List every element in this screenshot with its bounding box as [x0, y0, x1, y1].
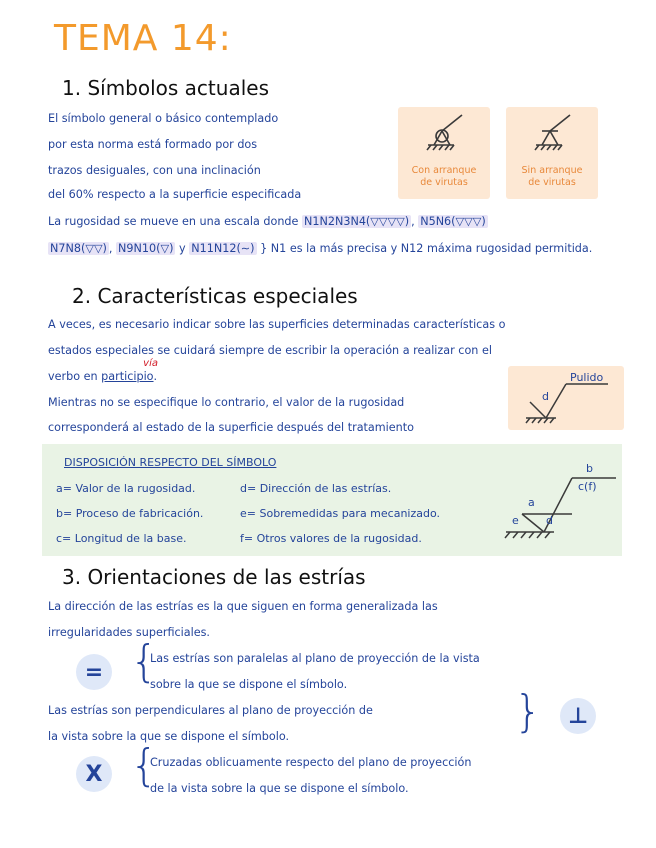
scale-joiner-2: ,	[108, 242, 117, 255]
disposition-box	[42, 444, 622, 556]
parallel-text-2: sobre la que se dispone el símbolo.	[150, 678, 348, 691]
s2-line-2: estados especiales se cuidará siempre de escribir la operación a realizar con el	[48, 344, 492, 357]
scale-joiner-1: ,	[411, 215, 419, 228]
page-title: TEMA 14:	[54, 18, 232, 59]
s3-line-1: La dirección de las estrías es la que siguen en forma generalizada las	[48, 600, 438, 613]
disposition-c: c= Longitud de la base.	[56, 532, 187, 545]
s2-line-4: Mientras no se especifique lo contrario, el valor de la rugosidad	[48, 396, 405, 409]
s1-scale-line	[48, 242, 592, 255]
scale-c: N7N8(▽▽)	[50, 242, 107, 255]
scale-d: N9N10(▽)	[118, 242, 174, 255]
diagram-label-d: d	[546, 514, 553, 527]
s2-line-3-prefix: verbo en	[48, 370, 98, 383]
s1-line-2: por esta norma está formado por dos	[48, 138, 258, 151]
disposition-d: d= Dirección de las estrías.	[240, 482, 392, 495]
participle-word	[101, 358, 158, 383]
s2-line-3-suffix: .	[153, 370, 158, 383]
pulido-symbol-icon	[508, 366, 624, 430]
s1-line-1: El símbolo general o básico contemplado	[48, 112, 279, 125]
pulido-example-box	[508, 366, 624, 430]
cross-brace: {	[130, 740, 158, 791]
parallel-text-1: Las estrías son paralelas al plano de proyección de la vista	[150, 652, 480, 665]
scale-joiner-y: y	[179, 242, 186, 255]
without-removal-caption: Sin arranque de virutas	[521, 165, 583, 188]
disposition-e: e= Sobremedidas para mecanizado.	[240, 507, 441, 520]
scale-close-brace: }	[260, 242, 268, 255]
s2-line-1: A veces, es necesario indicar sobre las superficies determinadas características o	[48, 318, 506, 331]
symbol-without-removal-box	[506, 107, 598, 199]
symbol-with-removal-box	[398, 107, 490, 199]
correction-note: vía	[143, 358, 158, 369]
symbol-with-removal-icon	[398, 107, 490, 167]
diagram-label-b: b	[586, 462, 593, 475]
cross-text-1: Cruzadas oblicuamente respecto del plano de proyección	[150, 756, 472, 769]
parallel-symbol-icon: =	[76, 654, 112, 690]
scale-b: N5N6(▽▽▽)	[420, 215, 486, 228]
with-removal-caption: Con arranque de virutas	[411, 165, 477, 188]
participle-text: participio	[101, 370, 154, 383]
diagram-label-a: a	[528, 496, 535, 509]
scale-e: N11N12(∼)	[191, 242, 255, 255]
disposition-title: DISPOSICIÓN RESPECTO DEL SÍMBOLO	[64, 456, 277, 469]
perp-brace: }	[514, 686, 542, 737]
scale-note: N1 es la más precisa y N12 máxima rugosidad permitida.	[270, 242, 593, 255]
section3-heading: 3. Orientaciones de las estrías	[62, 565, 366, 589]
symbol-without-removal-icon	[506, 107, 598, 167]
cross-text-2: de la vista sobre la que se dispone el símbolo.	[150, 782, 409, 795]
s2-line-5: corresponderá al estado de la superficie después del tratamiento	[48, 421, 414, 434]
section1-heading: 1. Símbolos actuales	[62, 76, 269, 100]
diagram-label-e: e	[512, 514, 519, 527]
diagram-label-cf: c(f)	[578, 480, 597, 493]
perp-text-2: la vista sobre la que se dispone el símbolo.	[48, 730, 290, 743]
s3-line-2: irregularidades superficiales.	[48, 626, 210, 639]
pulido-label: Pulido	[570, 371, 604, 384]
s2-line-3	[48, 358, 158, 383]
section2-heading: 2. Características especiales	[72, 284, 358, 308]
s1-roughness-line	[48, 215, 488, 228]
cross-symbol-icon: X	[76, 756, 112, 792]
parallel-brace: {	[130, 636, 158, 687]
perp-text-1: Las estrías son perpendiculares al plano de proyección de	[48, 704, 373, 717]
disposition-f: f= Otros valores de la rugosidad.	[240, 532, 422, 545]
scale-a: N1N2N3N4(▽▽▽▽)	[303, 215, 410, 228]
s1-line-4: del 60% respecto a la superficie especificada	[48, 188, 302, 201]
perpendicular-symbol-icon: ⊥	[560, 698, 596, 734]
roughness-prefix: La rugosidad se mueve en una escala donde	[48, 215, 299, 228]
disposition-a: a= Valor de la rugosidad.	[56, 482, 196, 495]
disposition-b: b= Proceso de fabricación.	[56, 507, 204, 520]
s1-line-3: trazos desiguales, con una inclinación	[48, 164, 261, 177]
pulido-letter: d	[542, 390, 549, 403]
disposition-symbol-icon	[492, 464, 617, 554]
